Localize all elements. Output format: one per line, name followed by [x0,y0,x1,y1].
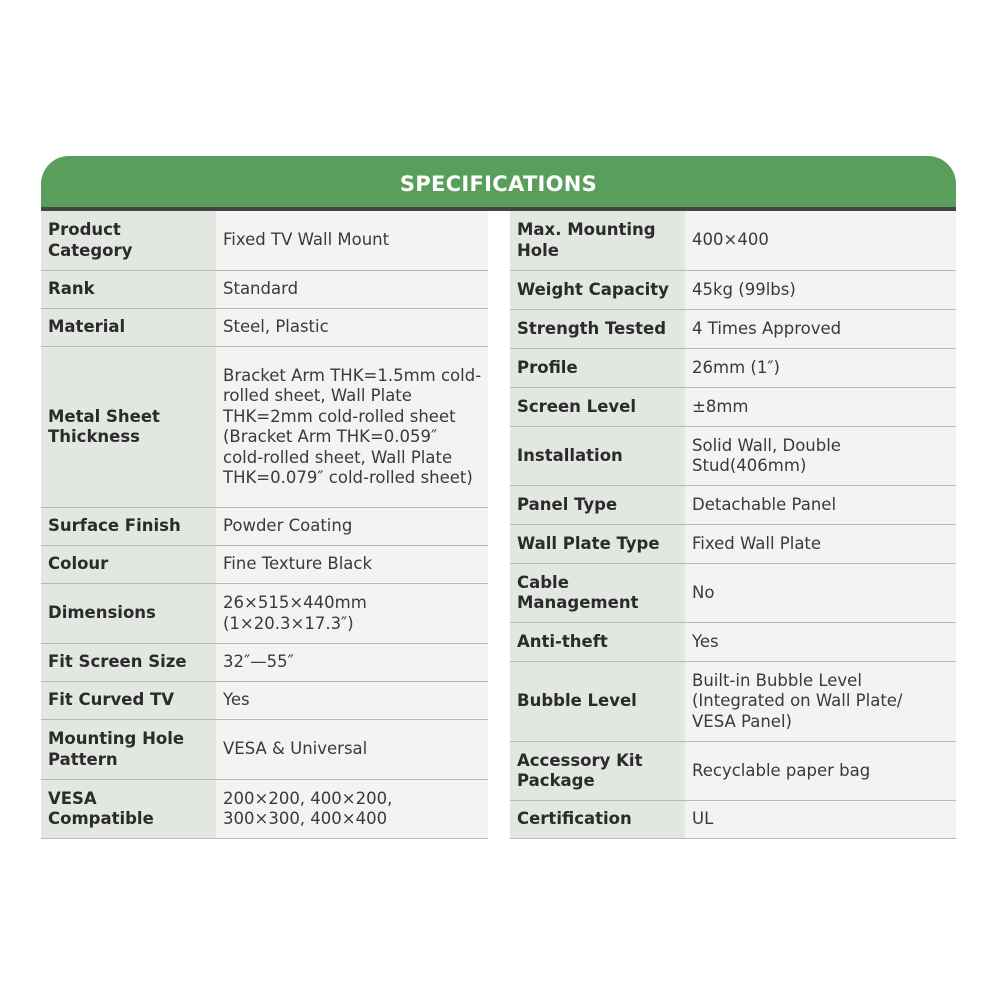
spec-row [510,211,956,271]
page-title: SPECIFICATIONS [399,171,598,196]
spec-row [510,427,956,486]
spec-row [510,662,956,742]
spec-value: Bracket Arm THK=1.5mm cold-rolled sheet, Wall Plate THK=2mm cold-rolled sheet (Bracket Arm THK=0.059″ cold-rolled sheet, Wall Plate THK=0.079″ cold-rolled sheet) [216,347,488,507]
spec-label: Dimensions [41,584,216,643]
spec-value: Fine Texture Black [216,546,488,583]
spec-value: Recyclable paper bag [685,742,956,800]
spec-row [510,388,956,427]
spec-table-right [510,211,956,839]
spec-label: Screen Level [510,388,685,426]
spec-value: Steel, Plastic [216,309,488,346]
spec-label: Surface Finish [41,508,216,545]
spec-row [41,508,488,546]
spec-label: Accessory Kit Package [510,742,685,800]
spec-row [41,780,488,839]
spec-label: Profile [510,349,685,387]
spec-value: VESA & Universal [216,720,488,779]
spec-row [510,742,956,801]
spec-row [510,623,956,662]
spec-label: Rank [41,271,216,308]
spec-value: Solid Wall, Double Stud(406mm) [685,427,956,485]
spec-value: 26mm (1″) [685,349,956,387]
spec-value: ±8mm [685,388,956,426]
spec-label: Fit Screen Size [41,644,216,681]
spec-row [510,271,956,310]
spec-value: 200×200, 400×200, 300×300, 400×400 [216,780,488,838]
spec-row [510,310,956,349]
spec-row [41,271,488,309]
spec-label: VESA Compatible [41,780,216,838]
spec-label: Cable Management [510,564,685,622]
spec-label: Product Category [41,211,216,270]
spec-row [41,584,488,644]
spec-row [41,211,488,271]
spec-label: Metal Sheet Thickness [41,347,216,507]
spec-label: Fit Curved TV [41,682,216,719]
spec-value: 32″—55″ [216,644,488,681]
spec-value: 400×400 [685,211,956,270]
spec-label: Wall Plate Type [510,525,685,563]
spec-table-left [41,211,488,839]
spec-value: 45kg (99lbs) [685,271,956,309]
spec-label: Installation [510,427,685,485]
spec-label: Bubble Level [510,662,685,741]
spec-value: No [685,564,956,622]
spec-row [41,309,488,347]
specifications-header [41,156,956,207]
spec-row [510,525,956,564]
spec-value: Detachable Panel [685,486,956,524]
spec-value: Yes [685,623,956,661]
spec-label: Panel Type [510,486,685,524]
spec-row [510,486,956,525]
spec-label: Certification [510,801,685,838]
spec-row [41,546,488,584]
spec-row [510,564,956,623]
spec-row [41,347,488,508]
spec-row [41,682,488,720]
spec-value: 4 Times Approved [685,310,956,348]
spec-value: Yes [216,682,488,719]
spec-value: UL [685,801,956,838]
spec-label: Strength Tested [510,310,685,348]
spec-label: Anti-theft [510,623,685,661]
spec-label: Colour [41,546,216,583]
spec-value: Powder Coating [216,508,488,545]
spec-row [510,801,956,839]
spec-value: Built-in Bubble Level (Integrated on Wall Plate/ VESA Panel) [685,662,956,741]
spec-value: 26×515×440mm (1×20.3×17.3″) [216,584,488,643]
spec-row [41,720,488,780]
spec-label: Weight Capacity [510,271,685,309]
spec-label: Material [41,309,216,346]
spec-label: Mounting Hole Pattern [41,720,216,779]
spec-row [41,644,488,682]
spec-label: Max. Mounting Hole [510,211,685,270]
spec-row [510,349,956,388]
spec-value: Standard [216,271,488,308]
spec-value: Fixed TV Wall Mount [216,211,488,270]
spec-value: Fixed Wall Plate [685,525,956,563]
